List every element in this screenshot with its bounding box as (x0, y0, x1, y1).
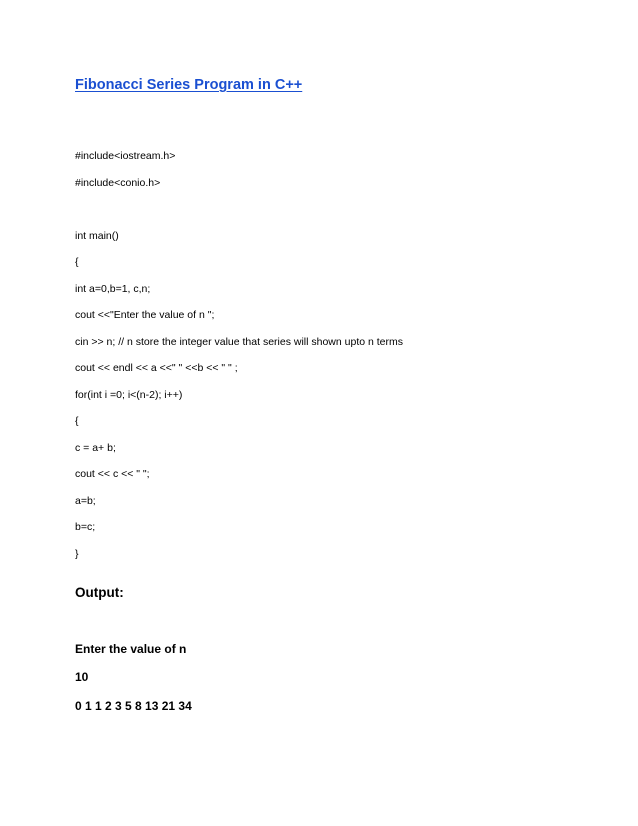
code-line-prompt: cout <<"Enter the value of n "; (75, 309, 215, 321)
code-line-assign-b: b=c; (75, 521, 96, 533)
code-line-input: cin >> n; // n store the integer value that series will shown upto n terms (75, 336, 404, 348)
output-line-series: 0 1 1 2 3 5 8 13 21 34 (75, 699, 192, 713)
output-line-input-value: 10 (75, 670, 89, 684)
code-line-main: int main() (75, 230, 119, 242)
code-line-include-conio: #include<conio.h> (75, 177, 161, 189)
code-line-print-first: cout << endl << a <<" " <<b << " " ; (75, 362, 238, 374)
code-line-open-brace: { (75, 256, 79, 268)
document-title-link[interactable]: Fibonacci Series Program in C++ (75, 77, 303, 93)
code-line-declarations: int a=0,b=1, c,n; (75, 283, 151, 295)
code-line-sum: c = a+ b; (75, 442, 116, 454)
code-line-for-loop: for(int i =0; i<(n-2); i++) (75, 389, 183, 401)
output-heading: Output: (75, 585, 124, 600)
code-line-print-term: cout << c << " "; (75, 468, 150, 480)
code-line-include-iostream: #include<iostream.h> (75, 150, 176, 162)
code-line-assign-a: a=b; (75, 495, 96, 507)
output-line-prompt: Enter the value of n (75, 642, 187, 656)
code-line-loop-open-brace: { (75, 415, 79, 427)
code-line-close-brace: } (75, 548, 79, 560)
